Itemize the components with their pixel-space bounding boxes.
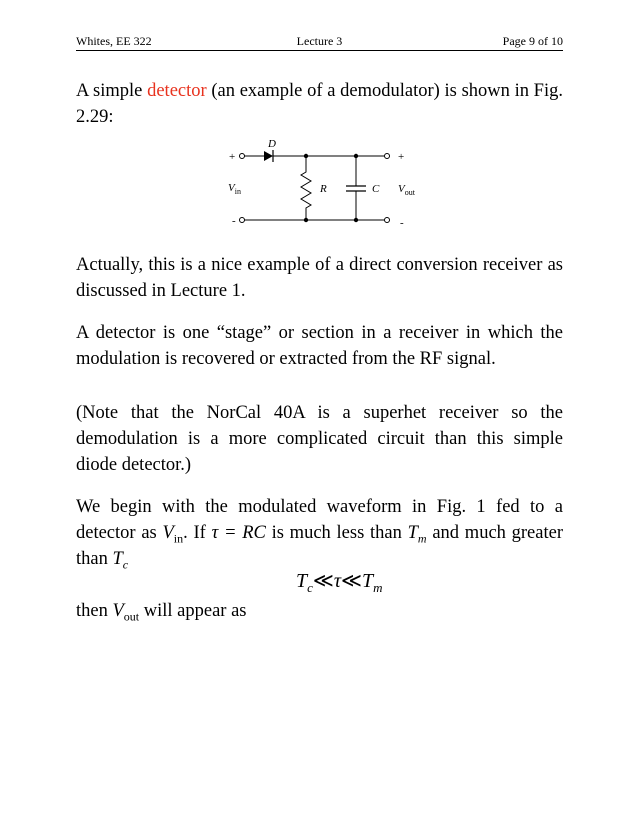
- input-terminal-plus: [240, 154, 245, 159]
- minus-in-label: -: [232, 215, 236, 227]
- plus-out-label: +: [398, 151, 405, 163]
- paragraph-direct-conversion: Actually, this is a nice example of a direct conversion receiver as discussed in Lecture 1.: [76, 255, 563, 301]
- output-terminal-plus: [385, 154, 390, 159]
- header-page-number: Page 9 of 10: [502, 34, 563, 48]
- paragraph-modulated-waveform: We begin with the modulated waveform in Fig. 1 fed to a detector as $V_{in}$. If τ = RC is much less than $T_m$ and much greater than $T_c$: [76, 497, 563, 572]
- vin-label: $V_{in}$: [228, 182, 241, 196]
- detector-circuit-diagram: [220, 136, 420, 232]
- vout-label: $V_{out}$: [398, 183, 415, 197]
- tau-equals-rc: τ = RC: [211, 523, 266, 543]
- capacitor-label: C: [372, 183, 380, 195]
- minus-out-label: -: [400, 217, 404, 229]
- inequality-equation: $T_c≪\tau≪T_m$: [296, 570, 383, 595]
- paragraph-detector-definition: A detector is one “stage” or section in a receiver in which the modulation is recovered or extracted from the RF signal.: [76, 323, 563, 369]
- paragraph-norcal-note: (Note that the NorCal 40A is a superhet receiver so the demodulation is a more complicated circuit than this simple diode detector.): [76, 403, 563, 475]
- header-course: Whites, EE 322: [76, 34, 152, 48]
- page-header: [76, 34, 563, 51]
- header-lecture: Lecture 3: [296, 34, 343, 48]
- diode-label: D: [268, 138, 276, 150]
- input-terminal-minus: [240, 218, 245, 223]
- resistor-label: R: [320, 183, 327, 195]
- resistor-symbol: [301, 156, 311, 220]
- intro-paragraph: A simple detector (an example of a demodulator) is shown in Fig. 2.29:: [76, 81, 563, 127]
- plus-in-label: +: [229, 151, 236, 163]
- detector-term: detector: [147, 81, 207, 101]
- paragraph-vout-appearance: then $V_{out}$ will appear as: [76, 601, 247, 624]
- output-terminal-minus: [385, 218, 390, 223]
- diode-symbol: [264, 151, 273, 161]
